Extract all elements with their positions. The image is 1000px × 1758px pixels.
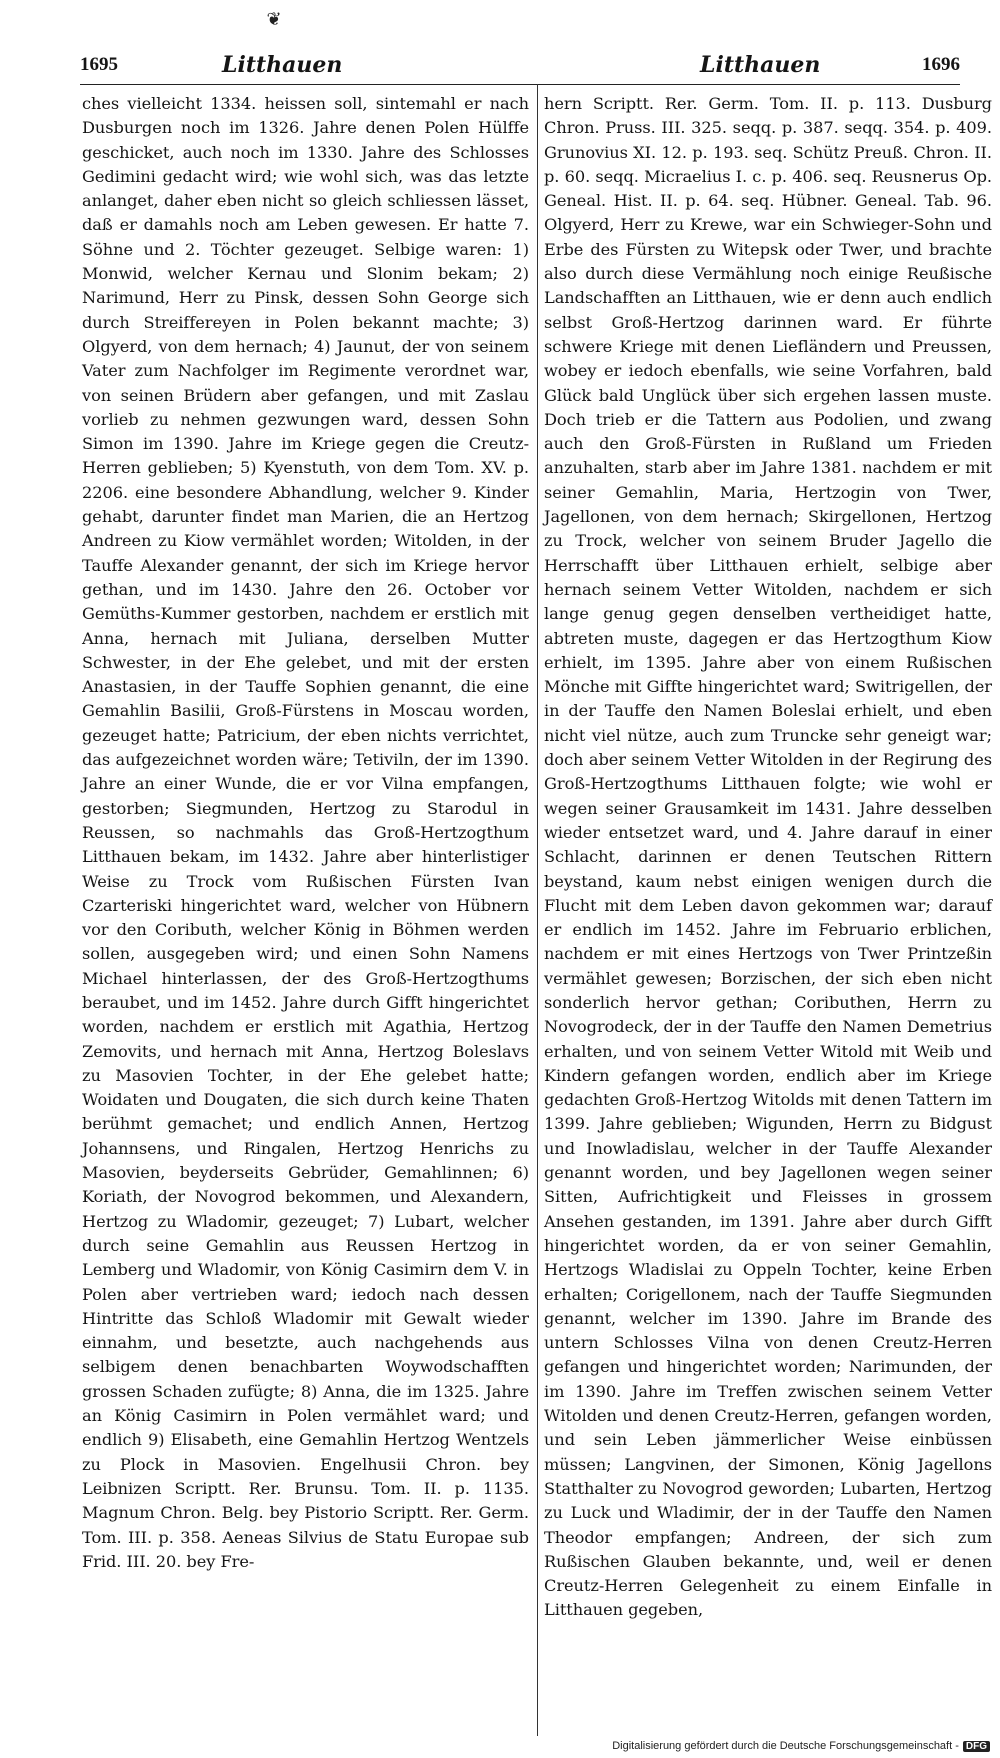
left-column	[82, 92, 535, 1574]
page-header	[80, 50, 960, 85]
left-page-number: 1695	[80, 54, 118, 75]
printer-ornament-icon: ❦	[266, 9, 282, 30]
right-column	[544, 92, 998, 1623]
right-page-number: 1696	[922, 54, 960, 75]
right-column-text: hern Scriptt. Rer. Germ. Tom. II. p. 113. Dusburg Chron. Pruss. III. 325. seqq. p. 387. seqq. 354. p. 409. Grunovius XI. 12. p. 193. seq. Schütz Preuß. Chron. II. p. 60. seqq. Micraelius I. c. p. 406. seq. Reusnerus Op. Geneal. Hist. II. p. 64. seq. Hübner. Geneal. Tab. 96. Olgyerd, Herr zu Krewe, war ein Schwieger-Sohn und Erbe des Fürsten zu Witepsk oder Twer, und brachte also durch diese Vermählung noch einige Reußische Landschafften an Litthauen, wie er denn auch endlich selbst Groß-Hertzog darinnen ward. Er führte schwere Kriege mit denen Liefländern und Preussen, wobey er iedoch ebenfalls, wie seine Vorfahren, bald Glück bald Unglück über sich ergehen lassen muste. Doch trieb er die Tattern aus Podolien, und zwang auch den Groß-Fürsten in Rußland um Frieden anzuhalten, starb aber im Jahre 1381. nachdem er mit seiner Gemahlin, Maria, Hertzogin von Twer, Jagellonen, von dem hernach; Skirgellonen, Hertzog zu Trock, welcher von seinem Bruder Jagello die Herrschafft über Litthauen erhielt, selbige aber hernach seinem Vetter Witolden, nachdem er sich lange genug gegen denselben vertheidiget hatte, abtreten muste, dagegen er das Hertzogthum Kiow erhielt, im 1395. Jahre aber von einem Rußischen Mönche mit Giffte hingerichtet ward; Switrigellen, der in der Tauffe den Namen Boleslai erhielt, und eben nicht viel nütze, auch zum Truncke sehr geneigt war; doch aber seinem Vetter Witolden in der Regirung des Groß-Hertzogthums Litthauen folgte; wie wohl er wegen seiner Grausamkeit im 1431. Jahre desselben wieder entsetzet ward, und 4. Jahre darauf in einer Schlacht, darinnen er denen Teutschen Rittern beystand, kaum nebst einigen wenigen durch die Flucht mit dem Leben davon gekommen war; darauf er endlich im 1452. Jahre im Februario erblichen, nachdem er mit eines Hertzogs von Twer Printzeßin vermählet gewesen; Borzischen, der sich eben nicht sonderlich hervor gethan; Coributhen, Herrn zu Novogrodeck, der in der Tauffe den Namen Demetrius erhalten, und von seinem Vetter Witold mit Weib und Kindern gefangen worden, endlich aber im Kriege gedachten Groß-Hertzog Witolds mit denen Tattern im 1399. Jahre geblieben; Wigunden, Herrn zu Bidgust und Inowladislau, welcher in der Tauffe Alexander genannt worden, und bey Jagellonen wegen seiner Sitten, Aufrichtigkeit und Fleisses in grossem Ansehen gestanden, im 1391. Jahre aber durch Gifft hingerichtet worden, da er von seiner Gemahlin, Hertzogs Wladislai zu Oppeln Tochter, keine Erben erhalten; Corigellonem, nach der Tauffe Siegmunden genannt, welcher im 1390. Jahre im Brande des untern Schlosses Vilna von denen Creutz-Herren gefangen und hingerichtet worden; Narimunden, der im 1390. Jahre im Treffen zwischen seinem Vetter Witolden und denen Creutz-Herren, gefangen worden, und sein Leben jämmerlicher Weise einbüssen müssen; Langvinen, der Simonen, König Jagellons Statthalter zu Novogrod geworden; Lubarten, Hertzog zu Luck und Wladimir, der in der Tauffe den Namen Theodor empfangen; Andreen, der sich zum Rußischen Glauben bekannte, und, weil er denen Creutz-Herren Gelegenheit zu einem Einfalle in Litthauen gegeben,	[544, 94, 998, 1620]
right-running-title: Litthauen	[700, 52, 821, 78]
digitization-footer	[612, 1740, 990, 1752]
left-running-title: Litthauen	[222, 52, 343, 78]
left-column-text: ches vielleicht 1334. heissen soll, sintemahl er nach Dusburgen noch im 1326. Jahre denen Polen Hülffe geschicket, auch noch im 1330. Jahre des Schlosses Gedimini gedacht wird; wie wohl sich, was das letzte anlanget, daher eben nicht so gleich schliessen lässet, daß er damahls noch am Leben gewesen. Er hatte 7. Söhne und 2. Töchter gezeuget. Selbige waren: 1) Monwid, welcher Kernau und Slonim bekam; 2) Narimund, Herr zu Pinsk, dessen Sohn George sich durch Streiffereyen in Polen bekannt machte; 3) Olgyerd, von dem hernach; 4) Jaunut, der von seinem Vater zum Nachfolger im Regimente verordnet war, von seinen Brüdern aber gefangen, und mit Zaslau vorlieb zu nehmen gezwungen ward, dessen Sohn Simon im 1390. Jahre im Kriege gegen die Creutz-Herren geblieben; 5) Kyenstuth, von dem Tom. XV. p. 2206. eine besondere Abhandlung, welcher 9. Kinder gehabt, darunter findet man Marien, die an Hertzog Andreen zu Kiow vermählet worden; Witolden, in der Tauffe Alexander genannt, der sich im Kriege hervor gethan, und im 1430. Jahre den 26. October vor Gemüths-Kummer gestorben, nachdem er erstlich mit Anna, hernach mit Juliana, derselben Mutter Schwester, in der Ehe gelebet, und mit der ersten Anastasien, in der Tauffe Sophien genannt, die eine Gemahlin Basilii, Groß-Fürstens in Moscau worden, gezeuget hatte; Patricium, der eben nichts verrichtet, das aufgezeichnet worden wäre; Tetiviln, der im 1390. Jahre an einer Wunde, die er vor Vilna empfangen, gestorben; Siegmunden, Hertzog zu Starodul in Reussen, so nachmahls das Groß-Hertzogthum Litthauen bekam, im 1432. Jahre aber hinterlistiger Weise zu Trock vom Rußischen Fürsten Ivan Czarteriski hingerichtet ward, welcher von Hübnern vor den Coributh, welcher König in Böhmen werden sollen, ausgegeben wird; und einen Sohn Namens Michael hinterlassen, der des Groß-Hertzogthums beraubet, und im 1452. Jahre durch Gifft hingerichtet worden, nachdem er erstlich mit Agathia, Hertzog Zemovits, und hernach mit Anna, Hertzog Boleslavs zu Masovien Tochter, in der Ehe gelebet hatte; Woidaten und Dougaten, die sich durch keine Thaten berühmt gemachet; und endlich Annen, Hertzog Johannsens, und Ringalen, Hertzog Henrichs zu Masovien, beyderseits Gebrüder, Gemahlinnen; 6) Koriath, der Novogrod bekommen, und Alexandern, Hertzog zu Wladomir, gezeuget; 7) Lubart, welcher durch seine Gemahlin aus Reussen Hertzog in Lemberg und Wladomir, von König Casimirn dem V. in Polen aber vertrieben ward; iedoch nach dessen Hintritte das Schloß Wladomir mit Gewalt wieder einnahm, und besetzte, auch nachgehends aus selbigem denen benachbarten Woywodschafften grossen Schaden zufügte; 8) Anna, die im 1325. Jahre an König Casimirn in Polen vermählet ward; und endlich 9) Elisabeth, eine Gemahlin Hertzog Wentzels zu Plock in Masovien. Engelhusii Chron. bey Leibnizen Scriptt. Rer. Brunsu. Tom. II. p. 1135. Magnum Chron. Belg. bey Pistorio Scriptt. Rer. Germ. Tom. III. p. 358. Aeneas Silvius de Statu Europae sub Frid. III. 20. bey Fre-	[82, 94, 535, 1571]
footer-text: Digitalisierung gefördert durch die Deutsche Forschungsgemeinschaft -	[612, 1740, 959, 1752]
dfg-badge: DFG	[963, 1741, 990, 1752]
column-divider	[537, 84, 538, 1736]
